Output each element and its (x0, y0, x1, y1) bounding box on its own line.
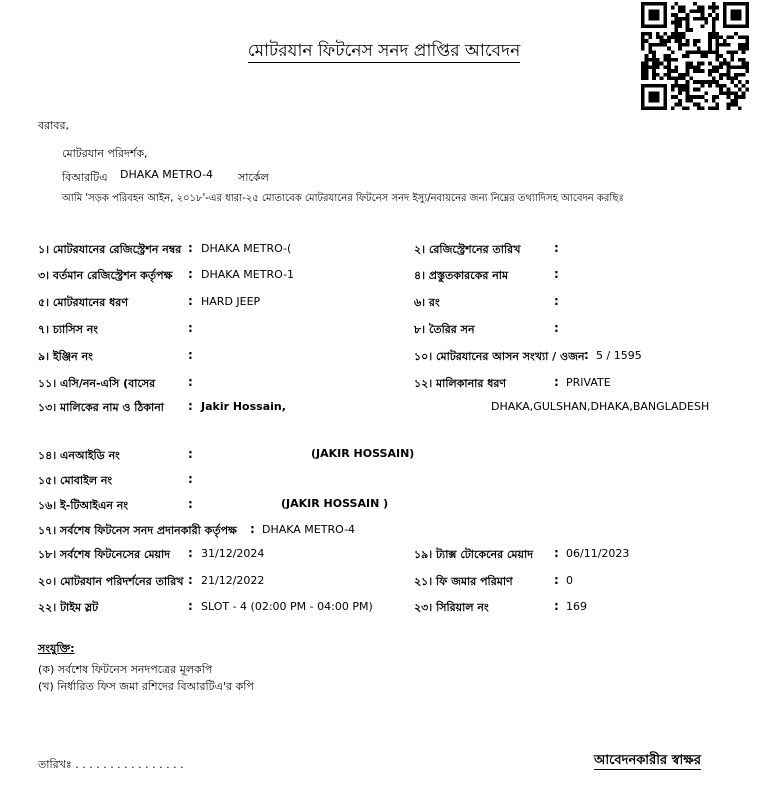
colon: : (188, 267, 193, 281)
field-value-inspection-date: 21/12/2022 (201, 574, 265, 587)
field-value-ownership: PRIVATE (566, 376, 611, 389)
colon: : (554, 573, 559, 587)
colon: : (554, 375, 559, 389)
qr-code-icon (641, 2, 749, 110)
field-value-etin: (JAKIR HOSSAIN ) (281, 497, 389, 510)
colon: : (188, 348, 193, 362)
colon: : (188, 546, 193, 560)
colon: : (188, 573, 193, 587)
colon: : (554, 294, 559, 308)
to-label: বরাবর, (38, 119, 70, 132)
colon: : (188, 241, 193, 255)
colon: : (188, 321, 193, 335)
field-label-inspection-date: ২০। মোটরযান পরিদর্শনের তারিখ (38, 575, 184, 588)
field-label-nid: ১৪। এনআইডি নং (38, 449, 120, 462)
colon: : (554, 241, 559, 255)
field-label-manufacturer: ৪। প্রস্তুতকারকের নাম (414, 269, 509, 282)
colon: : (554, 321, 559, 335)
field-label-chassis: ৭। চ্যাসিস নং (38, 323, 99, 336)
field-label-color: ৬। রং (414, 296, 440, 309)
colon: : (188, 497, 193, 511)
field-value-owner-address: DHAKA,GULSHAN,DHAKA,BANGLADESH (491, 400, 710, 413)
colon: : (554, 546, 559, 560)
field-label-vehicle-type: ৫। মোটরযানের ধরণ (38, 296, 128, 309)
field-label-engine: ৯। ইঞ্জিন নং (38, 350, 93, 363)
field-label-owner: ১৩। মালিকের নাম ও ঠিকানা (38, 401, 164, 414)
brta-prefix: বিআরটিএ (62, 171, 108, 184)
field-label-manufacture-year: ৮। তৈরির সন (414, 323, 475, 336)
field-value-reg-number: DHAKA METRO-( (201, 242, 292, 255)
colon: : (188, 294, 193, 308)
date-line: তারিখঃ . . . . . . . . . . . . . . . . (38, 758, 184, 771)
field-value-tax-token-expiry: 06/11/2023 (566, 547, 630, 560)
field-label-tax-token-expiry: ১৯। ট্যাক্স টোকেনের মেয়াদ (414, 548, 533, 561)
colon: : (554, 267, 559, 281)
colon: : (188, 399, 193, 413)
colon: : (188, 472, 193, 486)
colon: : (188, 375, 193, 389)
colon: : (188, 599, 193, 613)
signature-text: আবেদনকারীর স্বাক্ষর (594, 753, 701, 768)
field-label-reg-authority: ৩। বর্তমান রেজিস্ট্রেশন কর্তৃপক্ষ (38, 269, 173, 282)
attachment-item: (ক) সর্বশেষ ফিটনেস সনদপত্রের মূলকপি (38, 663, 213, 676)
field-label-mobile: ১৫। মোবাইল নং (38, 474, 113, 487)
field-label-fitness-expiry: ১৮। সর্বশেষ ফিটনেসের মেয়াদ (38, 548, 171, 561)
attachment-item: (খ) নির্ধারিত ফিস জমা রশিদের বিআরটিএ'র কপি (38, 680, 254, 693)
applicant-signature-label (594, 749, 701, 772)
colon: : (584, 348, 589, 362)
attachments-heading: সংযুক্তি: (38, 642, 75, 655)
brta-office: DHAKA METRO-4 (120, 168, 214, 181)
field-value-last-fitness-authority: DHAKA METRO-4 (262, 523, 356, 536)
field-label-ac: ১১। এসি/নন-এসি (বাসের (38, 377, 156, 390)
field-label-ownership: ১২। মালিকানার ধরণ (414, 377, 507, 390)
field-label-reg-date: ২। রেজিস্ট্রেশনের তারিখ (414, 243, 521, 256)
page-title: মোটরযান ফিটনেস সনদ প্রাপ্তির আবেদন (247, 41, 521, 61)
field-value-fee-amount: 0 (566, 574, 573, 587)
field-label-serial: ২৩। সিরিয়াল নং (414, 601, 489, 614)
field-label-time-slot: ২২। টাইম স্লট (38, 601, 99, 614)
colon: : (188, 447, 193, 461)
intro-text: আমি 'সড়ক পরিবহন আইন, ২০১৮'-এর ধারা-২৫ মোতাবেক মোটরযানের ফিটনেস সনদ ইস্যু/নবায়নের জন্য নিম্নের তথ্যাদিসহ আবেদন করছিঃ (62, 193, 624, 204)
field-value-fitness-expiry: 31/12/2024 (201, 547, 265, 560)
field-label-seats-weight: ১০। মোটরযানের আসন সংখ্যা / ওজন (414, 350, 585, 363)
field-value-time-slot: SLOT - 4 (02:00 PM - 04:00 PM) (201, 600, 373, 613)
field-value-serial: 169 (566, 600, 587, 613)
field-label-fee-amount: ২১। ফি জমার পরিমাণ (414, 575, 513, 588)
field-value-reg-authority: DHAKA METRO-1 (201, 268, 295, 281)
field-label-reg-number: ১। মোটরযানের রেজিস্ট্রেশন নম্বর (38, 243, 182, 256)
colon: : (250, 522, 255, 536)
recipient: মোটরযান পরিদর্শক, (62, 147, 148, 160)
field-label-last-fitness-authority: ১৭। সর্বশেষ ফিটনেস সনদ প্রদানকারী কর্তৃপক্ষ (38, 524, 237, 537)
field-label-etin: ১৬। ই-টিআইএন নং (38, 499, 129, 512)
circle-label: সার্কেল (238, 171, 269, 184)
field-value-owner: Jakir Hossain, (201, 400, 286, 413)
colon: : (554, 599, 559, 613)
field-value-nid: (JAKIR HOSSAIN) (311, 447, 415, 460)
field-value-seats-weight: 5 / 1595 (596, 349, 642, 362)
field-value-vehicle-type: HARD JEEP (201, 295, 261, 308)
